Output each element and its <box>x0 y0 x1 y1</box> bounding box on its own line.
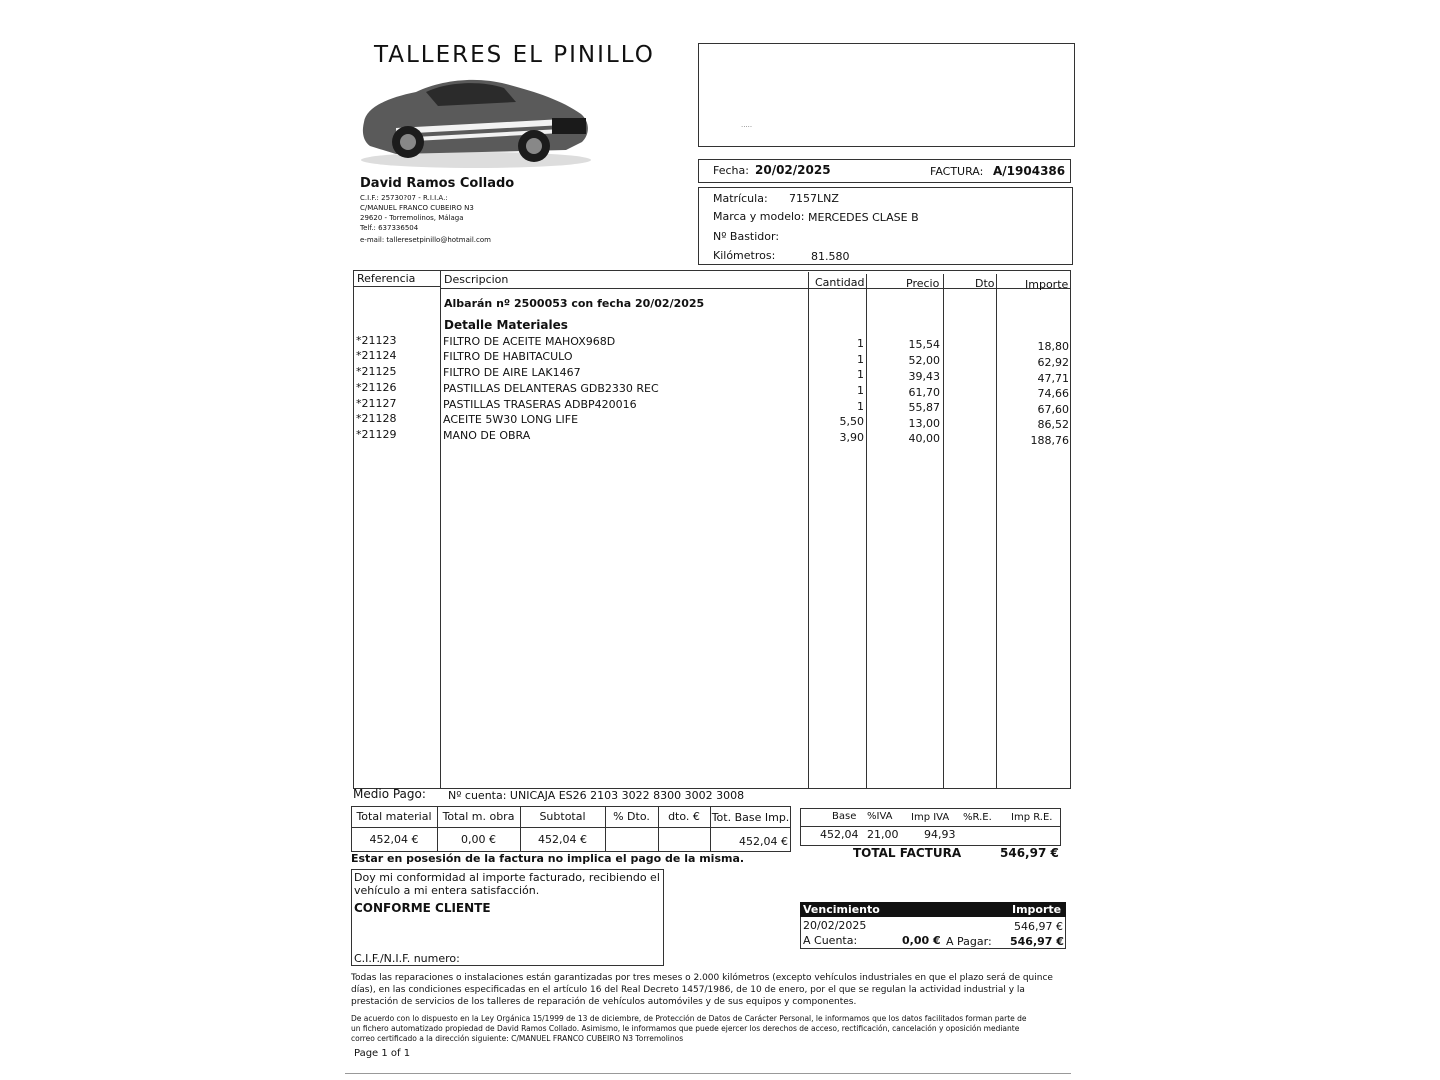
privacy-text <box>351 1014 1081 1044</box>
row-price: 39,43 <box>908 370 940 383</box>
company-phone: Telf.: 637336504 <box>360 224 419 232</box>
totals-header: % Dto. <box>613 810 650 823</box>
km-value: 81.580 <box>811 250 850 263</box>
plate-value: 7157LNZ <box>789 192 839 205</box>
row-qty: 5,50 <box>839 415 864 428</box>
privacy-line: un fichero automatizado propiedad de David Ramos Collado. Asimismo, le informamos que puede ejercer los derechos de acceso, rectificación, cancelación y oposición mediante <box>351 1024 1020 1033</box>
a-cuenta-label: A Cuenta: <box>803 934 858 947</box>
row-desc: PASTILLAS DELANTERAS GDB2330 REC <box>443 382 659 395</box>
row-qty: 1 <box>857 337 864 350</box>
row-ref: *21126 <box>356 381 397 394</box>
row-amount: 74,66 <box>1037 387 1069 400</box>
row-ref: *21123 <box>356 334 397 347</box>
row-desc: MANO DE OBRA <box>443 429 531 442</box>
vat-header: %IVA <box>867 811 893 822</box>
tax-base-value: 452,04 € <box>739 835 788 848</box>
vat-header: Base <box>832 811 857 822</box>
invoice-date-label: Fecha: <box>713 164 749 177</box>
privacy-line: De acuerdo con lo dispuesto en la Ley Orgánica 15/1999 de 13 de diciembre, de Protección de Datos de Carácter Personal, le informamos que los datos facilitados forman parte de <box>351 1014 1027 1023</box>
row-amount: 18,80 <box>1037 340 1069 353</box>
row-amount: 188,76 <box>1030 434 1069 447</box>
col-header-price: Precio <box>906 277 940 290</box>
company-cif: C.I.F.: 25730?07 - R.I.I.A.: <box>360 194 448 202</box>
vat-base-value: 452,04 <box>820 828 859 841</box>
conformity-nif: C.I.F./N.I.F. numero: <box>354 952 460 965</box>
totals-header: Total material <box>356 810 432 823</box>
col-header-amount: Importe <box>1025 278 1069 291</box>
conformity-text-1: Doy mi conformidad al importe facturado, recibiendo el <box>354 871 660 884</box>
model-value: MERCEDES CLASE B <box>808 211 919 224</box>
warranty-line: días), en las condiciones especificadas en el artículo 16 del Real Decreto 1457/1986, de 10 de enero, por el que se regulan la actividad industrial y la <box>351 985 1025 995</box>
row-ref: *21124 <box>356 349 397 362</box>
warranty-line: Todas las reparaciones o instalaciones están garantizadas por tres meses o 2.000 kilómetros (excepto vehículos industriales en que el plazo será de quince <box>351 973 1053 983</box>
row-price: 55,87 <box>908 401 940 414</box>
due-header-left: Vencimiento <box>803 903 880 916</box>
row-price: 13,00 <box>908 417 940 430</box>
plate-label: Matrícula: <box>713 192 768 205</box>
col-header-ref: Referencia <box>357 272 416 285</box>
vat-header: Imp R.E. <box>1011 812 1053 823</box>
row-ref: *21129 <box>356 428 397 441</box>
row-amount: 67,60 <box>1037 403 1069 416</box>
privacy-line: correo certificado a la dirección siguiente: C/MANUEL FRANCO CUBEIRO N3 Torremolinos <box>351 1034 684 1043</box>
a-pagar-value: 546,97 € <box>1010 935 1064 948</box>
invoice-number-label: FACTURA: <box>930 165 984 178</box>
due-header-right: Importe <box>1012 903 1062 916</box>
a-cuenta-value: 0,00 € <box>902 934 941 947</box>
vat-header: Imp IVA <box>911 812 950 823</box>
company-logo-text: TALLERES EL PINILLO <box>374 42 655 68</box>
row-qty: 1 <box>857 400 864 413</box>
company-name: David Ramos Collado <box>360 176 515 191</box>
row-qty: 1 <box>857 368 864 381</box>
company-email: e-mail: talleresetpinillo@hotmail.com <box>360 236 491 244</box>
row-amount: 47,71 <box>1037 372 1069 385</box>
vat-pct-value: 21,00 <box>867 828 899 841</box>
row-desc: FILTRO DE ACEITE MAHOX968D <box>443 335 616 348</box>
client-address-text: ..... <box>741 121 753 129</box>
car-logo-image <box>356 70 596 170</box>
row-ref: *21128 <box>356 412 397 425</box>
total-invoice-label: TOTAL FACTURA <box>853 846 962 860</box>
col-header-desc: Descripcion <box>444 273 509 286</box>
company-city: 29620 - Torremolinos, Málaga <box>360 214 464 222</box>
row-amount: 62,92 <box>1037 356 1069 369</box>
total-invoice-value: 546,97 € <box>1000 846 1059 860</box>
totals-header: Tot. Base Imp. <box>711 811 790 824</box>
row-ref: *21127 <box>356 397 397 410</box>
vat-amount-value: 94,93 <box>924 828 956 841</box>
col-header-qty: Cantidad <box>815 276 865 289</box>
row-desc: ACEITE 5W30 LONG LIFE <box>443 413 579 426</box>
invoice-date: 20/02/2025 <box>755 163 831 177</box>
company-address: C/MANUEL FRANCO CUBEIRO N3 <box>360 204 474 212</box>
due-date: 20/02/2025 <box>803 919 867 932</box>
row-desc: FILTRO DE AIRE LAK1467 <box>443 366 581 379</box>
conformity-title: CONFORME CLIENTE <box>354 901 491 915</box>
row-price: 40,00 <box>908 432 940 445</box>
km-label: Kilómetros: <box>713 249 776 262</box>
row-desc: PASTILLAS TRASERAS ADBP420016 <box>443 398 637 411</box>
row-price: 15,54 <box>908 338 940 351</box>
row-amount: 86,52 <box>1037 418 1069 431</box>
page-number: Page 1 of 1 <box>354 1048 411 1059</box>
due-amount: 546,97 € <box>1014 920 1063 933</box>
section-title: Detalle Materiales <box>444 318 568 332</box>
row-price: 52,00 <box>908 354 940 367</box>
row-qty: 1 <box>857 353 864 366</box>
client-conformity-box <box>351 869 664 966</box>
row-price: 61,70 <box>908 386 940 399</box>
totals-header: Total m. obra <box>442 810 515 823</box>
row-qty: 3,90 <box>839 431 864 444</box>
row-qty: 1 <box>857 384 864 397</box>
totals-header: dto. € <box>668 810 700 823</box>
albaran-line: Albarán nº 2500053 con fecha 20/02/2025 <box>444 297 705 310</box>
total-labor-value: 0,00 € <box>461 833 496 846</box>
subtotal-value: 452,04 € <box>538 833 587 846</box>
payment-account: Nº cuenta: UNICAJA ES26 2103 3022 8300 3002 3008 <box>448 789 745 802</box>
conformity-text-2: vehículo a mi entera satisfacción. <box>354 884 540 897</box>
vat-header: %R.E. <box>963 812 992 823</box>
model-label: Marca y modelo: <box>713 210 805 223</box>
invoice-number: A/1904386 <box>993 164 1066 178</box>
a-pagar-label: A Pagar: <box>946 935 992 948</box>
payment-notice: Estar en posesión de la factura no implica el pago de la misma. <box>351 852 745 865</box>
row-desc: FILTRO DE HABITACULO <box>443 350 573 363</box>
vin-label: Nº Bastidor: <box>713 230 780 243</box>
client-address-box <box>698 43 1075 147</box>
col-header-disc: Dto <box>975 277 995 290</box>
payment-label: Medio Pago: <box>353 787 426 801</box>
row-ref: *21125 <box>356 365 397 378</box>
total-material-value: 452,04 € <box>369 833 419 846</box>
warranty-text <box>351 972 1081 1008</box>
invoice-header-box <box>698 159 1071 183</box>
vehicle-box <box>698 187 1073 265</box>
warranty-line: prestación de servicios de los talleres de reparación de vehículos automóviles y de sus equipos y componentes. <box>351 997 857 1007</box>
totals-header: Subtotal <box>539 810 586 823</box>
